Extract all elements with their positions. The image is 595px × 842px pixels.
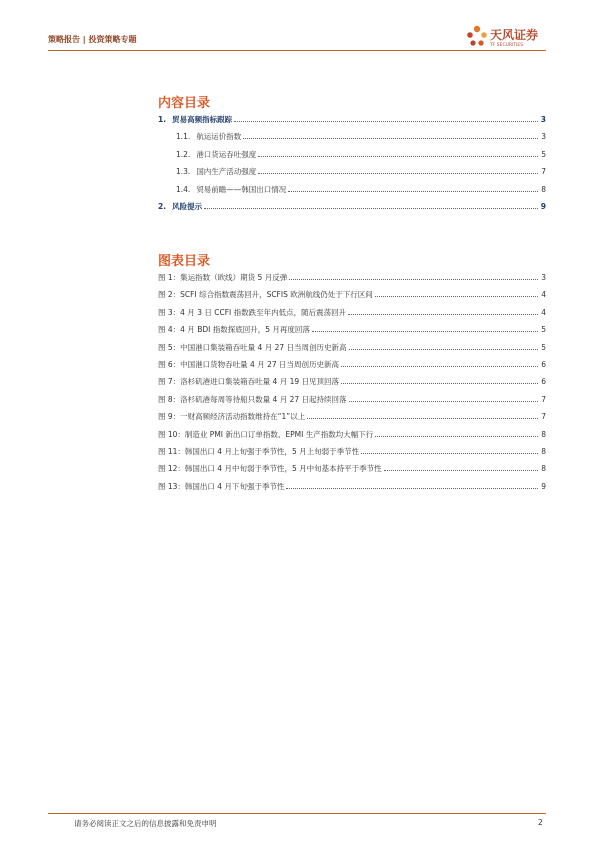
entry-page: 3 xyxy=(541,273,546,282)
footer-rule xyxy=(48,813,546,814)
dot-leader xyxy=(258,173,538,174)
figure-entry[interactable] xyxy=(158,272,546,289)
figure-entry[interactable] xyxy=(158,411,546,428)
entry-label: 图 3：4 月 3 日 CCFI 指数跌至年内低点，随后震荡回升 xyxy=(158,307,347,317)
entry-page: 9 xyxy=(541,481,546,491)
entry-label: 图 7：洛杉矶港进口集装箱吞吐量 4 月 19 日见顶回落 xyxy=(158,377,340,387)
figures-title: 图表目录 xyxy=(158,254,211,269)
entry-label: 图 11：韩国出口 4 月上旬强于季节性，5 月上旬弱于季节性 xyxy=(158,446,360,456)
entry-number: 2. xyxy=(158,201,167,211)
entry-page: 3 xyxy=(541,132,546,142)
entry-page: 8 xyxy=(541,464,546,474)
figure-entry[interactable] xyxy=(158,289,546,306)
logo-subtitle: TF SECURITIES xyxy=(490,43,524,48)
figure-entry[interactable] xyxy=(158,481,546,498)
entry-page: 3 xyxy=(540,115,546,124)
toc-title: 内容目录 xyxy=(158,96,211,111)
dot-leader xyxy=(288,191,538,192)
logo-name: 天风证券 xyxy=(490,28,539,42)
entry-label: 图 1：集运指数（欧线）期货 5 月反弹 xyxy=(158,273,288,282)
figure-entry[interactable] xyxy=(158,446,546,463)
figures-list xyxy=(158,272,546,498)
entry-label: 图 13：韩国出口 4 月下旬强于季节性 xyxy=(158,481,285,491)
entry-label: 风险提示 xyxy=(172,201,203,211)
entry-label: 图 10：制造业 PMI 新出口订单指数、EPMI 生产指数均大幅下行 xyxy=(158,429,374,439)
dot-leader xyxy=(361,453,538,454)
dot-leader xyxy=(289,279,538,280)
header-rule xyxy=(48,50,546,51)
dot-leader xyxy=(349,401,538,402)
entry-page: 6 xyxy=(541,359,546,369)
logo-mark-icon xyxy=(466,24,488,50)
entry-label: 图 5：中国港口集装箱吞吐量 4 月 27 日当周创历史新高 xyxy=(158,342,347,352)
figure-entry[interactable] xyxy=(158,376,546,393)
entry-label: 图 9：一财高频经济活动指数维持在“1”以上 xyxy=(158,412,306,422)
dot-leader xyxy=(204,208,538,209)
dot-leader xyxy=(375,436,538,437)
entry-page: 8 xyxy=(541,429,546,439)
figure-entry[interactable] xyxy=(158,324,546,341)
figure-entry[interactable] xyxy=(158,359,546,376)
figure-entry[interactable] xyxy=(158,307,546,324)
entry-page: 7 xyxy=(541,167,546,177)
entry-label: 图 4：4 月 BDI 指数探底回升，5 月再度回落 xyxy=(158,325,310,335)
toc-entry[interactable] xyxy=(158,131,546,148)
entry-label: 贸易前瞻——韩国出口情况 xyxy=(196,184,287,194)
entry-label: 图 6：中国港口货物吞吐量 4 月 27 日当周创历史新高 xyxy=(158,359,340,369)
toc-entry[interactable] xyxy=(158,114,546,131)
entry-label: 国内生产活动强度 xyxy=(196,167,257,177)
entry-page: 8 xyxy=(541,184,546,194)
contents-list xyxy=(158,114,546,218)
entry-page: 4 xyxy=(541,290,546,300)
footer-disclaimer: 请务必阅读正文之后的信息披露和免责申明 xyxy=(74,819,217,828)
entry-label: 航运运价指数 xyxy=(196,132,242,142)
figure-entry[interactable] xyxy=(158,342,546,359)
dot-leader xyxy=(234,121,538,122)
dot-leader xyxy=(341,366,538,367)
dot-leader xyxy=(375,296,538,297)
entry-page: 6 xyxy=(541,377,546,387)
entry-page: 5 xyxy=(541,342,546,352)
entry-page: 4 xyxy=(541,307,546,317)
dot-leader xyxy=(341,383,538,384)
figure-entry[interactable] xyxy=(158,429,546,446)
entry-number: 1.1. xyxy=(176,132,191,142)
page-number: 2 xyxy=(538,818,543,827)
entry-page: 5 xyxy=(541,325,546,335)
dot-leader xyxy=(307,418,538,419)
dot-leader xyxy=(384,470,538,471)
report-breadcrumb: 策略报告 | 投资策略专题 xyxy=(48,35,137,44)
figure-entry[interactable] xyxy=(158,394,546,411)
toc-entry[interactable] xyxy=(158,201,546,218)
entry-label: 图 12：韩国出口 4 月中旬弱于季节性，5 月中旬基本持平于季节性 xyxy=(158,464,382,474)
dot-leader xyxy=(312,331,538,332)
dot-leader xyxy=(258,156,538,157)
entry-page: 7 xyxy=(541,412,546,422)
entry-number: 1.2. xyxy=(176,149,191,159)
toc-entry[interactable] xyxy=(158,184,546,201)
entry-number: 1. xyxy=(158,115,167,124)
entry-page: 9 xyxy=(540,201,546,211)
figure-entry[interactable] xyxy=(158,463,546,480)
toc-entry[interactable] xyxy=(158,149,546,166)
entry-number: 1.3. xyxy=(176,167,191,177)
entry-label: 贸易高频指标跟踪 xyxy=(172,115,233,124)
entry-number: 1.4. xyxy=(176,184,191,194)
toc-entry[interactable] xyxy=(158,166,546,183)
dot-leader xyxy=(348,314,538,315)
entry-page: 8 xyxy=(541,446,546,456)
entry-label: 港口货运吞吐强度 xyxy=(196,149,257,159)
entry-page: 7 xyxy=(541,394,546,404)
entry-label: 图 8：洛杉矶港每周等待船只数量 4 月 27 日起持续回落 xyxy=(158,394,347,404)
dot-leader xyxy=(286,488,538,489)
entry-page: 5 xyxy=(541,149,546,159)
dot-leader xyxy=(243,138,538,139)
dot-leader xyxy=(349,349,538,350)
entry-label: 图 2：SCFI 综合指数震荡回升，SCFIS 欧洲航线仍处于下行区间 xyxy=(158,290,373,300)
tf-securities-logo xyxy=(466,22,556,52)
